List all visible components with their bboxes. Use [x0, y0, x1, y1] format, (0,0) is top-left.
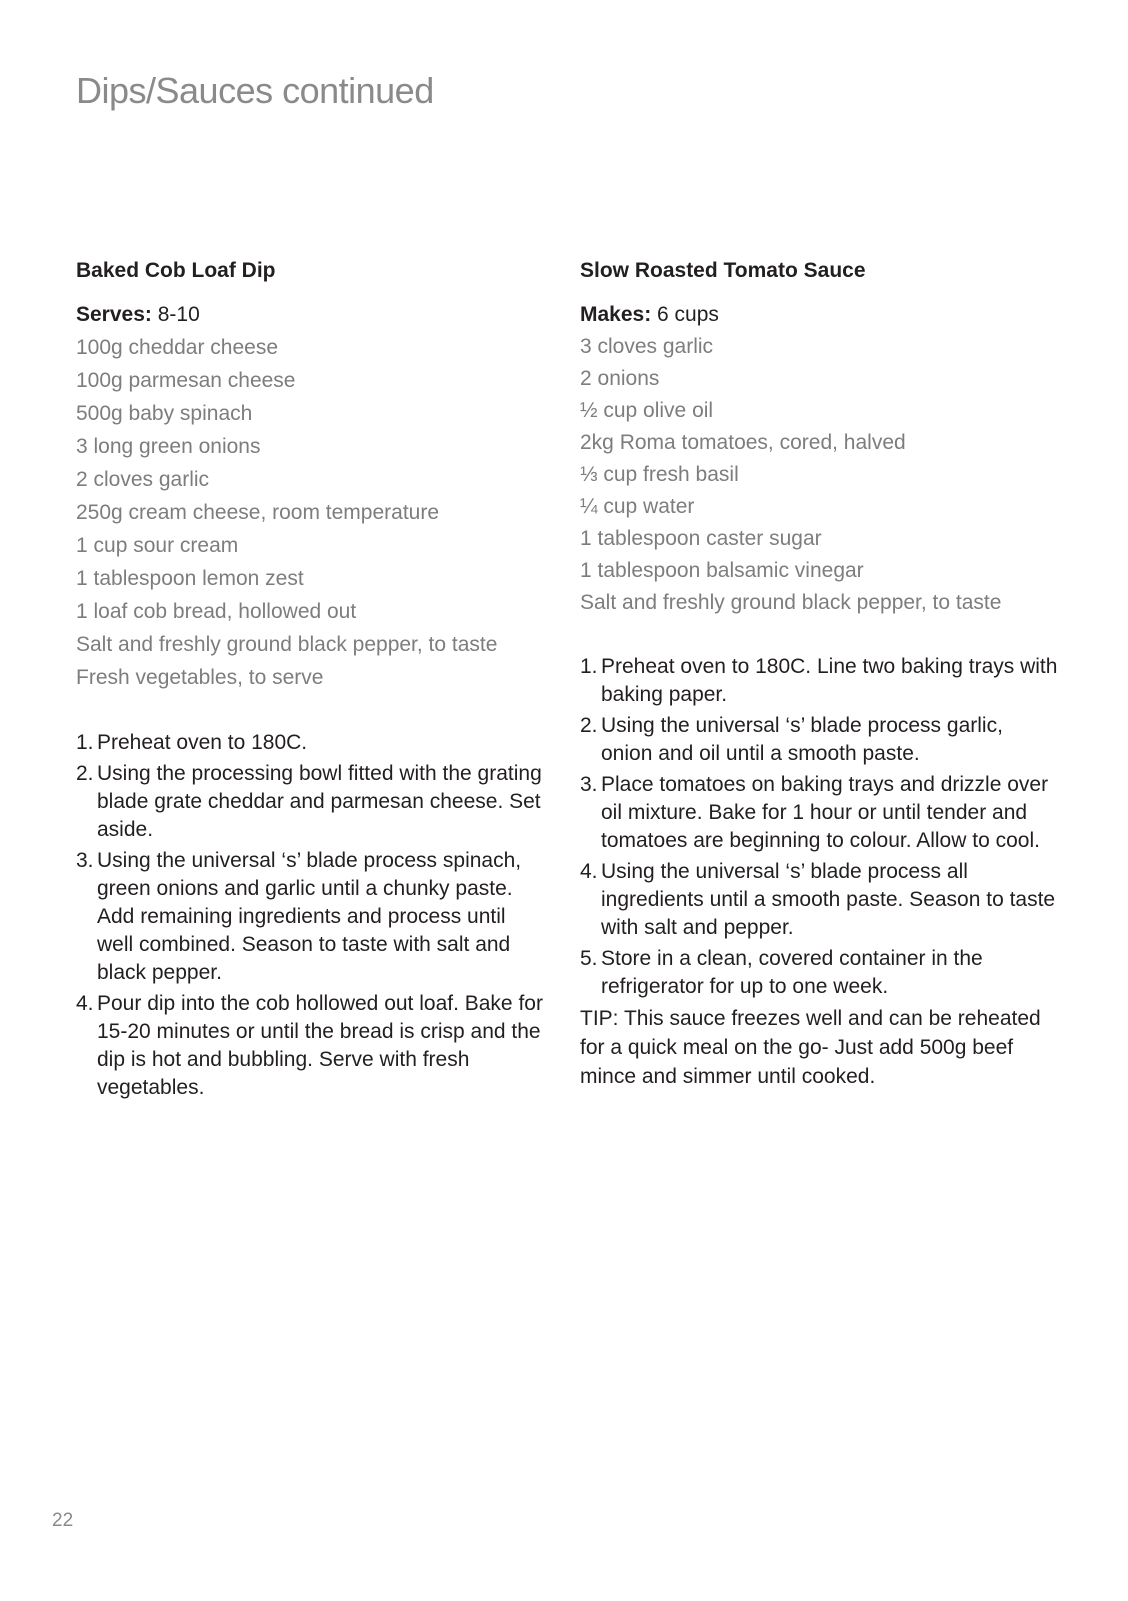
method-steps: [580, 653, 1060, 1001]
step-text: Using the processing bowl fitted with the grating blade grate cheddar and parmesan cheese. Set aside.: [97, 762, 542, 841]
ingredient-item: 100g cheddar cheese: [76, 336, 278, 359]
step-number: 4.: [76, 992, 94, 1015]
recipe-yield: [580, 302, 1060, 328]
ingredient-item: 2kg Roma tomatoes, cored, halved: [580, 431, 906, 454]
ingredient-item: Salt and freshly ground black pepper, to taste: [76, 633, 498, 656]
method-step: [76, 847, 546, 987]
recipe-title: Baked Cob Loaf Dip: [76, 259, 276, 282]
method-step: [580, 771, 1060, 855]
ingredients-list: [76, 331, 546, 694]
ingredient-item: 1 tablespoon lemon zest: [76, 567, 304, 590]
step-number: 1.: [76, 731, 94, 754]
method-step: [76, 990, 546, 1102]
step-number: 4.: [580, 860, 598, 883]
ingredient-item: 3 cloves garlic: [580, 335, 714, 358]
page-number: 22: [52, 1510, 74, 1531]
step-number: 1.: [580, 655, 598, 678]
method-step: [76, 729, 546, 757]
step-number: 3.: [76, 849, 94, 872]
ingredient-item: ⅓ cup fresh basil: [580, 463, 739, 486]
ingredient-item: Salt and freshly ground black pepper, to taste: [580, 591, 1002, 614]
step-text: Using the universal ‘s’ blade process all ingredients until a smooth paste. Season to taste with salt and pepper.: [601, 860, 1056, 939]
step-text: Store in a clean, covered container in the refrigerator for up to one week.: [601, 947, 983, 998]
ingredient-item: 100g parmesan cheese: [76, 369, 296, 392]
ingredient-item: 2 cloves garlic: [76, 468, 210, 491]
ingredient-item: 500g baby spinach: [76, 402, 253, 425]
recipe-tip: TIP: This sauce freezes well and can be reheated for a quick meal on the go- Just add 500g beef mince and simmer until cooked.: [580, 1007, 1041, 1088]
step-number: 2.: [76, 762, 94, 785]
ingredient-item: ½ cup olive oil: [580, 399, 714, 422]
ingredient-item: 1 cup sour cream: [76, 534, 239, 557]
ingredient-item: 2 onions: [580, 367, 660, 390]
ingredient-item: 1 tablespoon caster sugar: [580, 527, 822, 550]
step-text: Preheat oven to 180C.: [97, 731, 308, 754]
ingredient-item: 1 tablespoon balsamic vinegar: [580, 559, 864, 582]
step-number: 2.: [580, 714, 598, 737]
yield-value: 6 cups: [651, 303, 719, 326]
ingredient-item: 3 long green onions: [76, 435, 261, 458]
step-text: Pour dip into the cob hollowed out loaf. Bake for 15-20 minutes or until the bread is crisp and the dip is hot and bubbling. Serve with fresh vegetables.: [97, 992, 543, 1099]
yield-label: Serves:: [76, 303, 152, 326]
yield-label: Makes:: [580, 303, 652, 326]
page-title: Dips/Sauces continued: [76, 70, 434, 111]
recipe-baked-cob-loaf-dip: [76, 258, 546, 1105]
yield-value: 8-10: [151, 303, 200, 326]
step-number: 3.: [580, 773, 598, 796]
recipe-slow-roasted-tomato-sauce: [580, 258, 1060, 1091]
ingredient-item: Fresh vegetables, to serve: [76, 666, 324, 689]
step-text: Using the universal ‘s’ blade process spinach, green onions and garlic until a chunky paste. Add remaining ingredients and process until well combined. Season to taste with salt and black pepper.: [97, 849, 522, 984]
ingredient-item: 250g cream cheese, room temperature: [76, 501, 440, 524]
method-step: [580, 712, 1060, 768]
method-step: [580, 945, 1060, 1001]
method-step: [580, 858, 1060, 942]
method-step: [76, 760, 546, 844]
ingredient-item: ¼ cup water: [580, 495, 695, 518]
recipe-title: Slow Roasted Tomato Sauce: [580, 259, 866, 282]
recipe-yield: [76, 302, 546, 328]
ingredients-list: [580, 331, 1060, 619]
step-text: Place tomatoes on baking trays and drizzle over oil mixture. Bake for 1 hour or until tender and tomatoes are beginning to colour. Allow to cool.: [601, 773, 1049, 852]
step-text: Preheat oven to 180C. Line two baking trays with baking paper.: [601, 655, 1058, 706]
method-step: [580, 653, 1060, 709]
method-steps: [76, 729, 546, 1102]
step-text: Using the universal ‘s’ blade process garlic, onion and oil until a smooth paste.: [601, 714, 1003, 765]
ingredient-item: 1 loaf cob bread, hollowed out: [76, 600, 357, 623]
step-number: 5.: [580, 947, 598, 970]
